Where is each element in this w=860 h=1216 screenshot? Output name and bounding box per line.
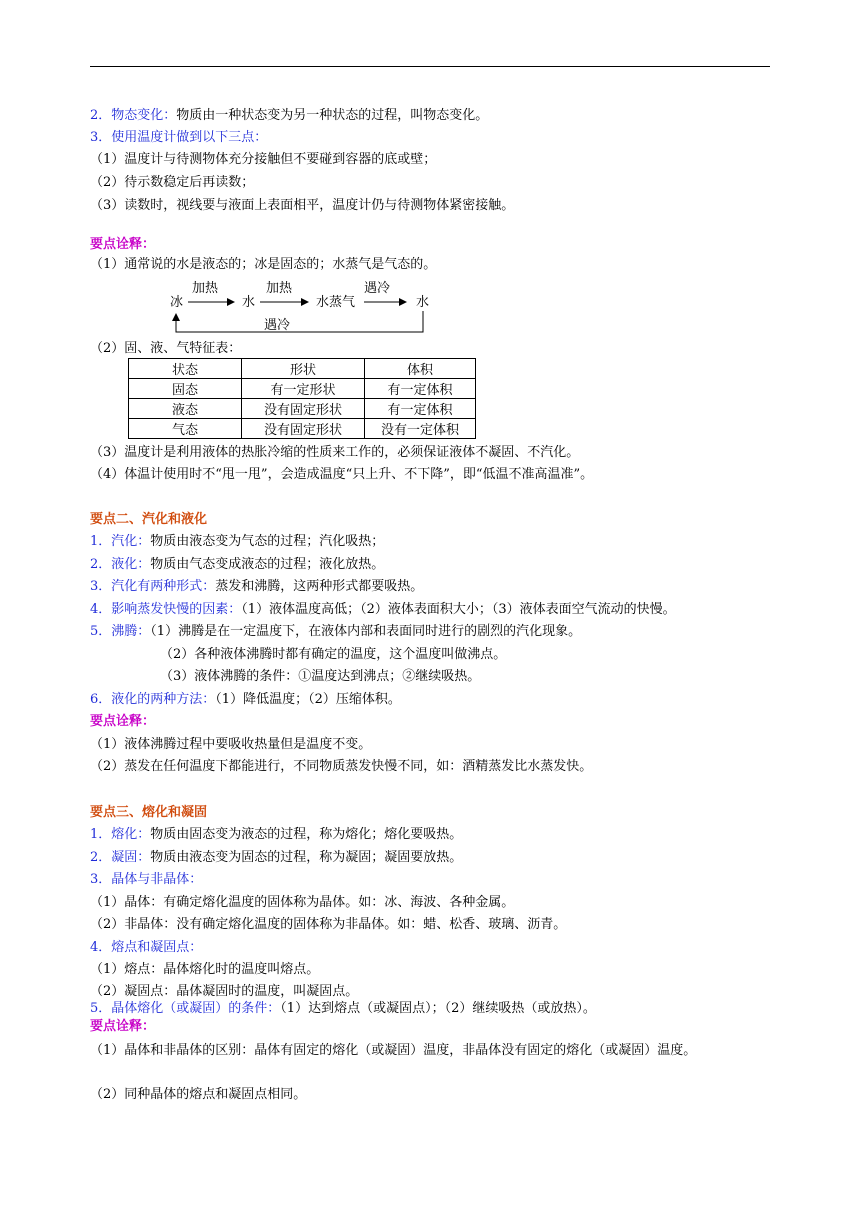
- note1-1: （1）通常说的水是液态的；冰是固态的；水蒸气是气态的。: [90, 257, 437, 272]
- note-heading-3: 要点诠释：: [90, 1019, 156, 1034]
- table-header-row: [129, 359, 476, 379]
- note3-2: （2）同种晶体的熔点和凝固点相同。: [90, 1087, 307, 1102]
- s2-item-1: 1．汽化：物质由液态变为气态的过程；汽化吸热；: [90, 534, 385, 549]
- s3-item-4: 4．熔点和凝固点：: [90, 940, 203, 955]
- term-state-change: 物态变化：: [111, 108, 177, 123]
- table-row: [129, 419, 476, 439]
- section3-heading: 要点三、熔化和凝固: [90, 805, 208, 820]
- table-cell: 没有一定体积: [365, 419, 476, 439]
- note1-4: （4）体温计使用时不“甩一甩”，会造成温度“只上升、不下降”，即“低温不准高温准”。: [90, 467, 594, 482]
- thermometer-rule-3: （3）读数时，视线要与液面上表面相平，温度计仍与待测物体紧密接触。: [90, 198, 515, 213]
- s3-item-2: 2．凝固：物质由液态变为固态的过程，称为凝固；凝固要放热。: [90, 850, 463, 865]
- thermometer-rule-2: （2）待示数稳定后再读数；: [90, 175, 255, 190]
- state-feature-table: [128, 358, 476, 439]
- s3-item-1: 1．熔化：物质由固态变为液态的过程，称为熔化；熔化要吸热。: [90, 827, 463, 842]
- note2-2: （2）蒸发在任何温度下都能进行，不同物质蒸发快慢不同，如：酒精蒸发比水蒸发快。: [90, 759, 593, 774]
- note1-2: （2）固、液、气特征表：: [90, 341, 242, 356]
- flow-cool-1: 遇冷: [364, 281, 391, 296]
- s2-item-6: 6．液化的两种方法：（1）降低温度；（2）压缩体积。: [90, 692, 401, 707]
- thermometer-rule-1: （1）温度计与待测物体充分接触但不要碰到容器的底或壁；: [90, 152, 437, 167]
- s3-item-4-sub-1: （1）熔点：晶体熔化时的温度叫熔点。: [90, 962, 320, 977]
- table-cell: 固态: [129, 379, 242, 399]
- flow-water-2: 水: [416, 295, 430, 310]
- table-header-cell: 形状: [242, 359, 365, 379]
- s2-item-5-sub-3: （3）液体沸腾的条件：①温度达到沸点；②继续吸热。: [160, 669, 481, 684]
- table-cell: 有一定形状: [242, 379, 365, 399]
- table-row: [129, 379, 476, 399]
- note1-3: （3）温度计是利用液体的热胀冷缩的性质来工作的，必须保证液体不凝固、不汽化。: [90, 445, 580, 460]
- note3-1: （1）晶体和非晶体的区别：晶体有固定的熔化（或凝固）温度，非晶体没有固定的熔化（或凝固）温度。: [90, 1043, 697, 1058]
- table-cell: 气态: [129, 419, 242, 439]
- table-cell: 液态: [129, 399, 242, 419]
- flow-vapor: 水蒸气: [316, 295, 356, 310]
- flow-ice: 冰: [170, 295, 184, 310]
- s2-item-2: 2．液化：物质由气态变成液态的过程；液化放热。: [90, 557, 385, 572]
- table-header-cell: 体积: [365, 359, 476, 379]
- item-state-change: 2．物态变化：物质由一种状态变为另一种状态的过程，叫物态变化。: [90, 108, 489, 123]
- s2-item-4: 4．影响蒸发快慢的因素：（1）液体温度高低；（2）液体表面积大小；（3）液体表面空气流动的快慢。: [90, 602, 676, 617]
- note2-1: （1）液体沸腾过程中要吸收热量但是温度不变。: [90, 737, 372, 752]
- table-cell: 有一定体积: [365, 399, 476, 419]
- term-thermometer-use: 使用温度计做到以下三点：: [111, 130, 268, 145]
- s2-item-5-sub-2: （2）各种液体沸腾时都有确定的温度，这个温度叫做沸点。: [160, 647, 507, 662]
- s3-item-3-sub-2: （2）非晶体：没有确定熔化温度的固体称为非晶体。如：蜡、松香、玻璃、沥青。: [90, 917, 567, 932]
- s3-item-4-sub-2: （2）凝固点：晶体凝固时的温度，叫凝固点。: [90, 984, 359, 999]
- header-rule: [90, 66, 770, 67]
- state-flow-diagram: [168, 278, 438, 340]
- flow-cool-2: 遇冷: [264, 318, 291, 333]
- note-heading-2: 要点诠释：: [90, 714, 156, 729]
- s3-item-5: 5．晶体熔化（或凝固）的条件：（1）达到熔点（或凝固点）；（2）继续吸热（或放热）。: [90, 1001, 596, 1016]
- note-heading-1: 要点诠释：: [90, 237, 156, 252]
- flow-return-arrow: [176, 311, 423, 332]
- flow-water-1: 水: [242, 295, 256, 310]
- s3-item-3: 3．晶体与非晶体：: [90, 872, 203, 887]
- table-row: [129, 399, 476, 419]
- s2-item-3: 3．汽化有两种形式：蒸发和沸腾，这两种形式都要吸热。: [90, 579, 424, 594]
- item-thermometer-use: 3．使用温度计做到以下三点：: [90, 130, 268, 145]
- s3-item-3-sub-1: （1）晶体：有确定熔化温度的固体称为晶体。如：冰、海波、各种金属。: [90, 895, 515, 910]
- s2-item-5: 5．沸腾：（1）沸腾是在一定温度下，在液体内部和表面同时进行的剧烈的汽化现象。: [90, 624, 582, 639]
- table-cell: 有一定体积: [365, 379, 476, 399]
- table-header-cell: 状态: [129, 359, 242, 379]
- table-cell: 没有固定形状: [242, 399, 365, 419]
- flow-heat-1: 加热: [192, 281, 219, 296]
- section2-heading: 要点二、汽化和液化: [90, 512, 208, 527]
- flow-heat-2: 加热: [266, 281, 293, 296]
- table-cell: 没有固定形状: [242, 419, 365, 439]
